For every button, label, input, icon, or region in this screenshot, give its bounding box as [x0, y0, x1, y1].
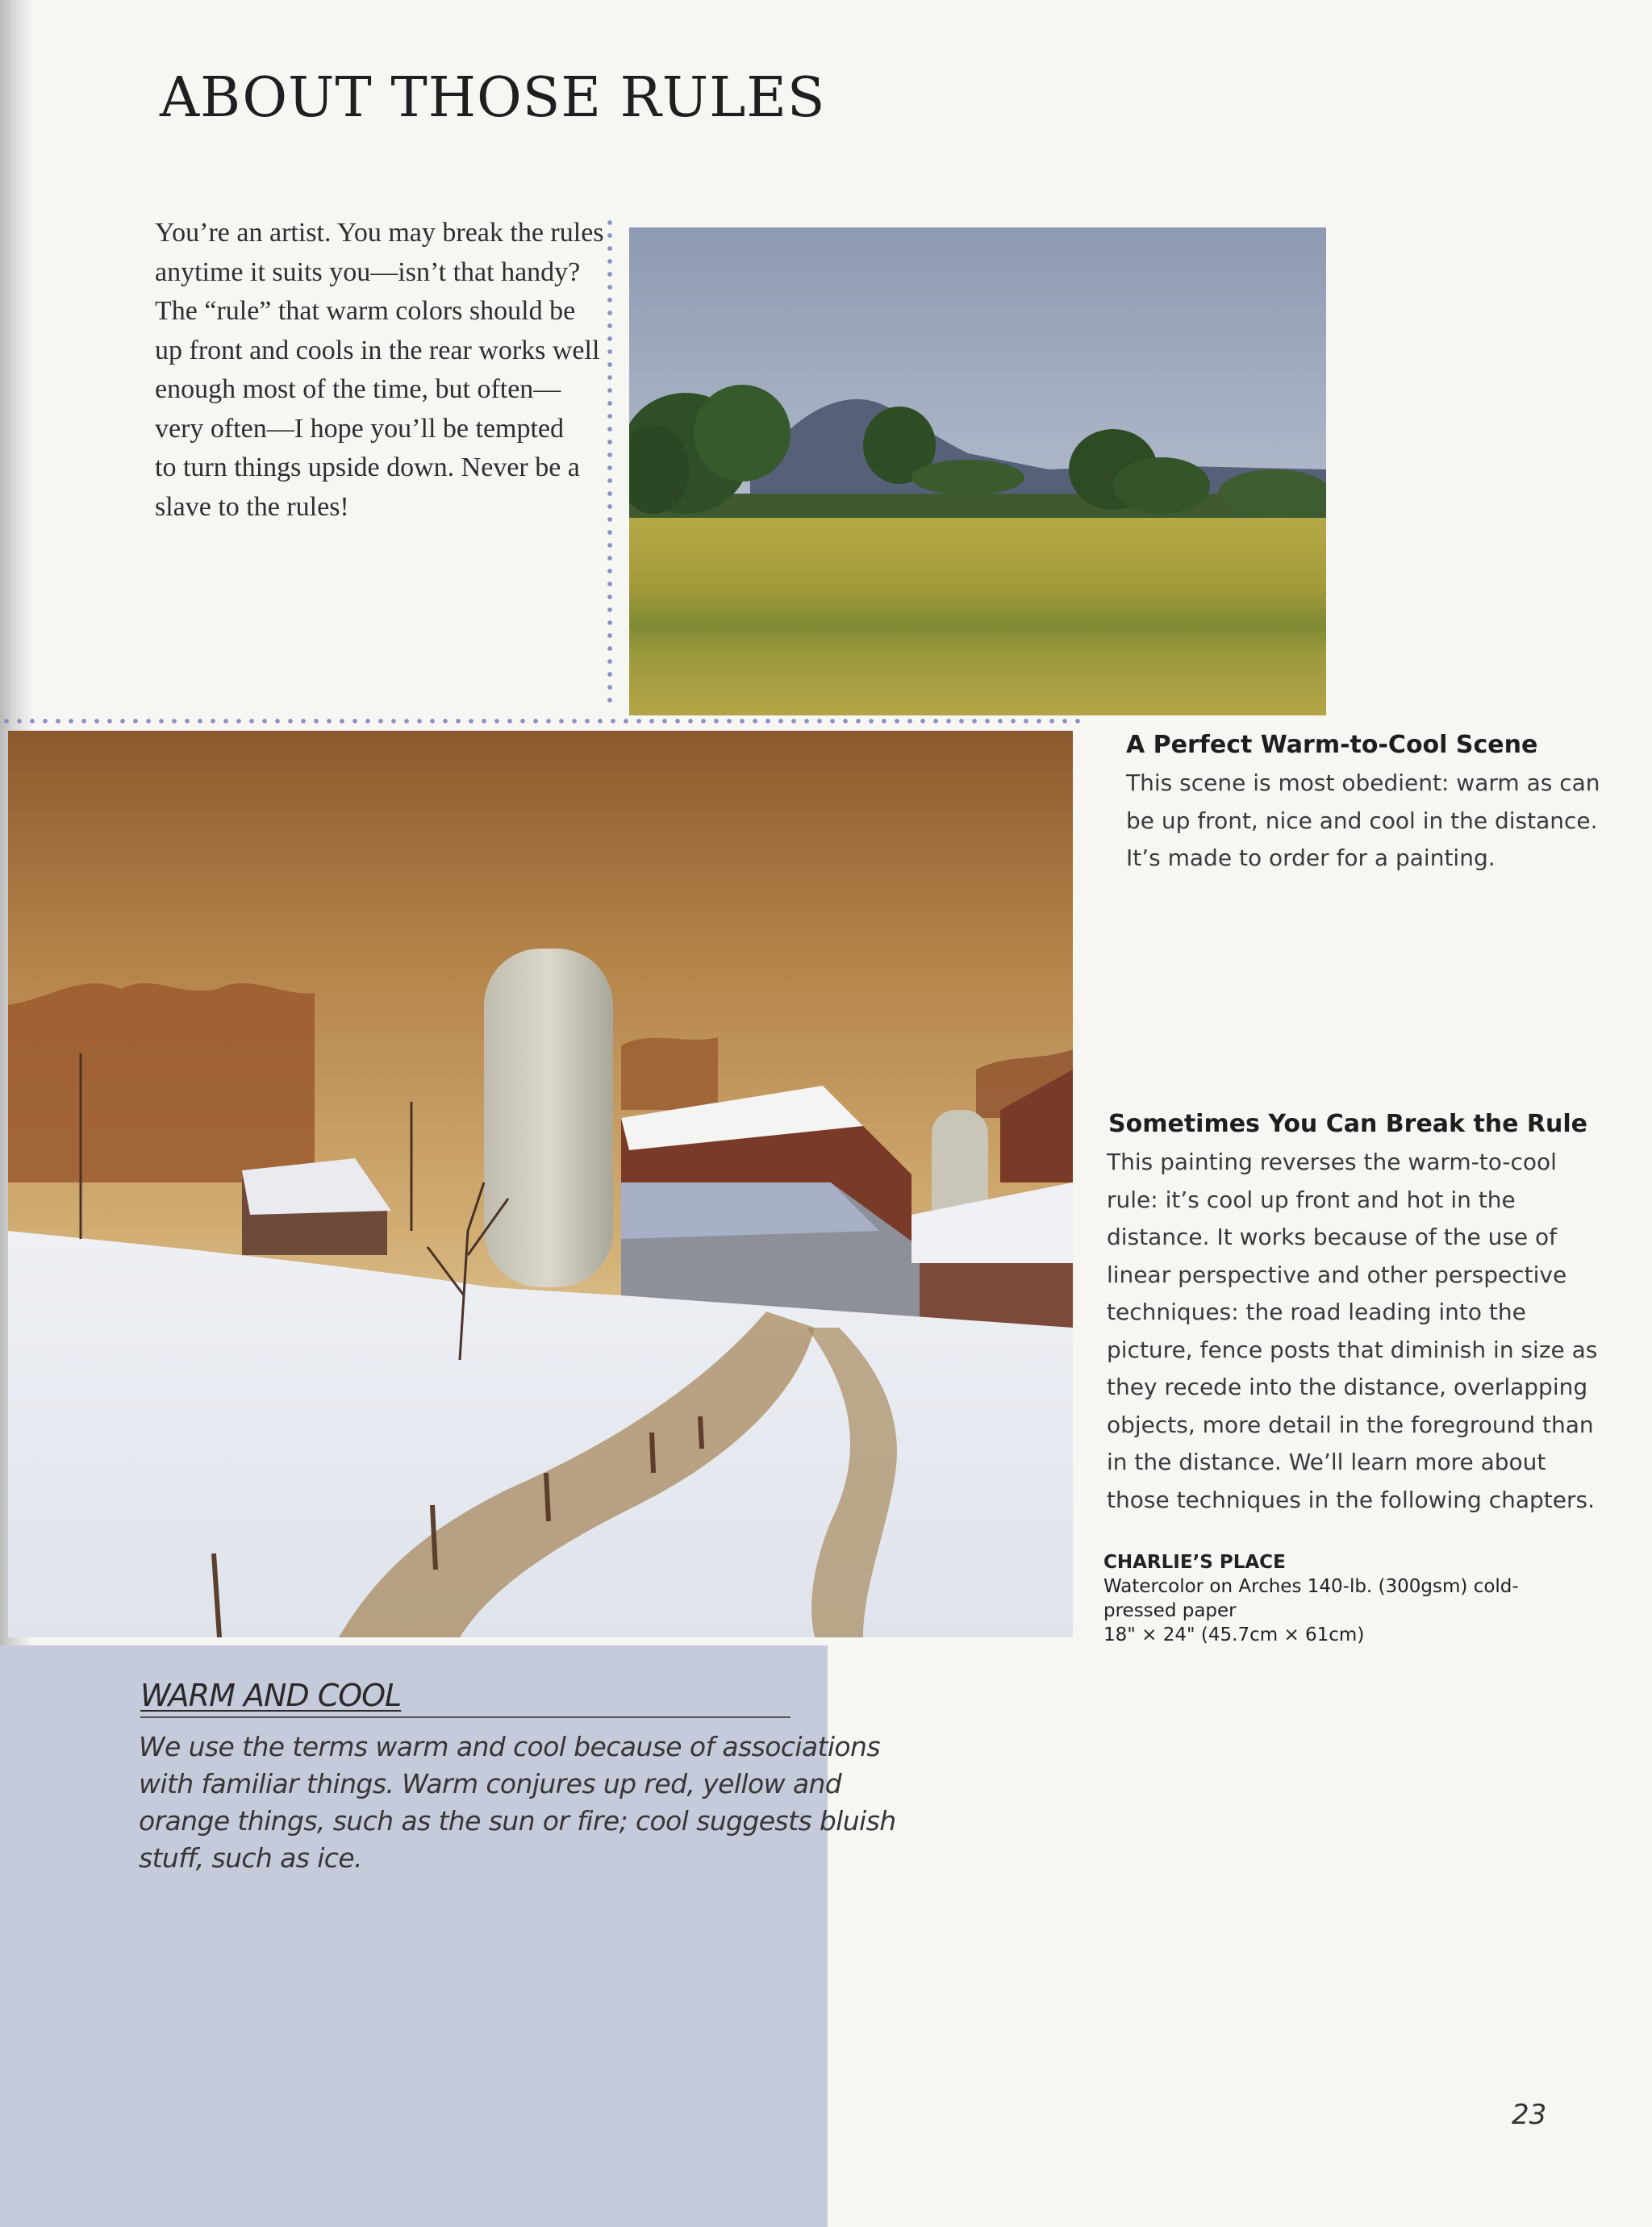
intro-paragraph — [155, 214, 607, 527]
caption-break-rule-body — [1107, 1144, 1623, 1519]
artwork-medium: Watercolor on Arches 140-lb. (300gsm) cold- — [1103, 1576, 1519, 1597]
sidebar-line: with familiar things. Warm conjures up red, yellow and — [139, 1768, 842, 1800]
intro-line: enough most of the time, but often— — [155, 374, 561, 404]
caption-warm-to-cool-heading: A Perfect Warm-to-Cool Scene — [1126, 731, 1538, 759]
sidebar-line: We use the terms warm and cool because of associations — [139, 1731, 880, 1762]
field-landscape-photo — [629, 227, 1326, 715]
page-number: 23 — [1512, 2099, 1547, 2131]
artwork-medium: pressed paper — [1103, 1600, 1237, 1621]
caption-line: be up front, nice and cool in the distance. — [1126, 807, 1598, 834]
caption-line: It’s made to order for a painting. — [1126, 845, 1496, 871]
intro-line: slave to the rules! — [155, 491, 349, 522]
sidebar-line: orange things, such as the sun or fire; cool suggests bluish — [139, 1805, 896, 1837]
caption-line: objects, more detail in the foreground than — [1107, 1411, 1594, 1438]
caption-line: rule: it’s cool up front and hot in the — [1107, 1186, 1516, 1213]
caption-line: they recede into the distance, overlapping — [1107, 1374, 1588, 1400]
caption-line: distance. It works because of the use of — [1107, 1224, 1558, 1250]
caption-line: linear perspective and other perspective — [1107, 1261, 1567, 1288]
artwork-title: CHARLIE’S PLACE — [1103, 1552, 1286, 1573]
sidebar-body — [139, 1729, 896, 1877]
artwork-credit — [1103, 1550, 1519, 1647]
charlies-place-painting — [8, 731, 1073, 1637]
caption-line: techniques: the road leading into the — [1107, 1299, 1526, 1325]
caption-line: This painting reverses the warm-to-cool — [1107, 1149, 1557, 1175]
intro-line: You’re an artist. You may break the rules — [155, 218, 604, 248]
sidebar-title: WARM AND COOL — [140, 1678, 791, 1718]
caption-line: This scene is most obedient: warm as can — [1126, 769, 1600, 796]
dotted-divider-vertical — [607, 216, 613, 710]
caption-line: picture, fence posts that diminish in size as — [1107, 1336, 1598, 1363]
intro-line: anytime it suits you—isn’t that handy? — [155, 256, 581, 287]
intro-line: very often—I hope you’ll be tempted — [155, 413, 565, 444]
caption-line: in the distance. We’ll learn more about — [1107, 1449, 1546, 1475]
intro-line: The “rule” that warm colors should be — [155, 296, 576, 326]
barn-winter-illustration — [8, 731, 1073, 1637]
artwork-dimensions: 18" × 24" (45.7cm × 61cm) — [1103, 1624, 1365, 1645]
dotted-divider-horizontal — [0, 718, 1081, 724]
caption-line: those techniques in the following chapters. — [1107, 1486, 1596, 1513]
caption-break-rule-heading: Sometimes You Can Break the Rule — [1108, 1110, 1588, 1138]
field-landscape-illustration — [629, 227, 1326, 715]
page-title: ABOUT THOSE RULES — [160, 66, 826, 130]
intro-line: up front and cools in the rear works well — [155, 335, 600, 365]
sidebar-line: stuff, such as ice. — [139, 1842, 362, 1874]
caption-warm-to-cool-body — [1126, 765, 1610, 878]
intro-line: to turn things upside down. Never be a — [155, 452, 580, 482]
